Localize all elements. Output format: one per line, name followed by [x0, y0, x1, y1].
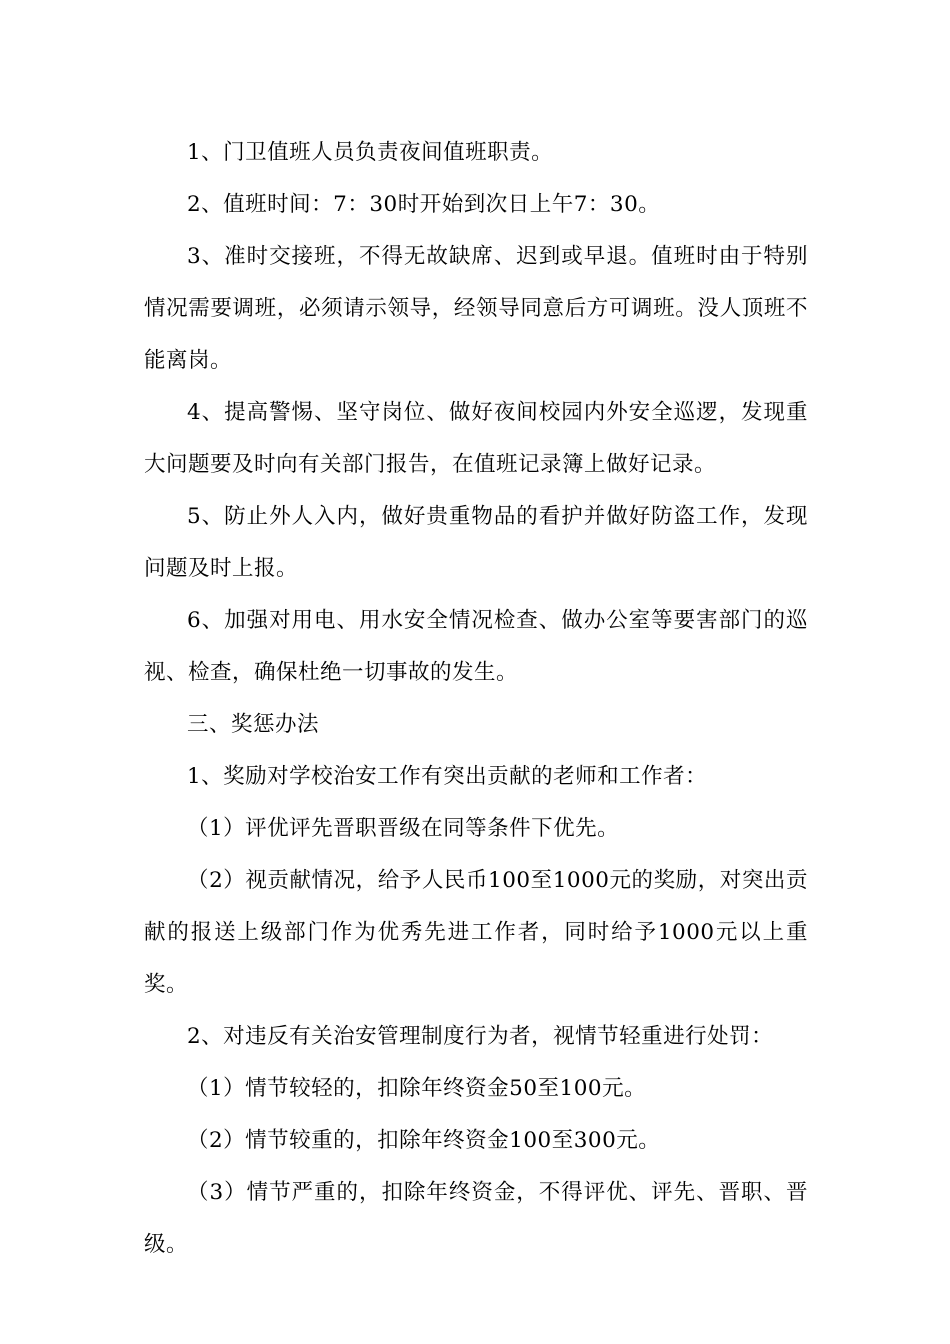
document-page: [144, 127, 808, 1271]
paragraph-reward-1-item-2: （2）视贡献情况，给予人民币100至1000元的奖励，对突出贡献的报送上级部门作为优秀先进工作者，同时给予1000元以上重奖。: [144, 868, 808, 997]
paragraph-penalty-2: 2、对违反有关治安管理制度行为者，视情节轻重进行处罚：: [187, 1024, 774, 1049]
paragraph-penalty-2-item-2: （2）情节较重的，扣除年终资金100至300元。: [187, 1128, 661, 1153]
paragraph-penalty-2-item-1: （1）情节较轻的，扣除年终资金50至100元。: [187, 1076, 647, 1101]
paragraph-duty-1: 1、门卫值班人员负责夜间值班职责。: [187, 140, 554, 165]
paragraph-reward-1: 1、奖励对学校治安工作有突出贡献的老师和工作者：: [187, 764, 708, 789]
paragraph-reward-1-item-1: （1）评优评先晋职晋级在同等条件下优先。: [187, 816, 620, 841]
paragraph-penalty-2-item-3: （3）情节严重的，扣除年终资金，不得评优、评先、晋职、晋级。: [144, 1180, 808, 1257]
section-heading-rewards: 三、奖惩办法: [187, 712, 320, 737]
paragraph-duty-3: 3、准时交接班，不得无故缺席、迟到或早退。值班时由于特别情况需要调班，必须请示领导，经领导同意后方可调班。没人顶班不能离岗。: [144, 244, 808, 373]
paragraph-duty-4: 4、提高警惕、坚守岗位、做好夜间校园内外安全巡逻，发现重大问题要及时向有关部门报告，在值班记录簿上做好记录。: [144, 400, 808, 477]
paragraph-duty-2: 2、值班时间：7：30时开始到次日上午7：30。: [187, 192, 661, 217]
paragraph-duty-6: 6、加强对用电、用水安全情况检查、做办公室等要害部门的巡视、检查，确保杜绝一切事故的发生。: [144, 608, 808, 685]
paragraph-duty-5: 5、防止外人入内，做好贵重物品的看护并做好防盗工作，发现问题及时上报。: [144, 504, 808, 581]
